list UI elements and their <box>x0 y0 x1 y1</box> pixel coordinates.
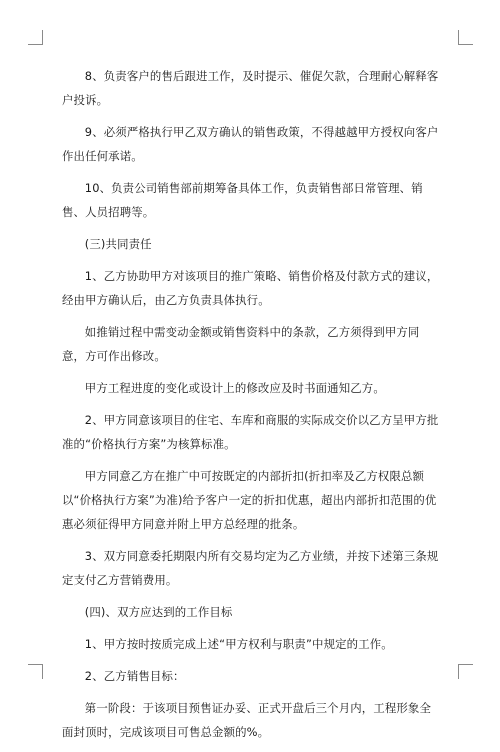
crop-mark-bottom-left <box>28 664 43 679</box>
paragraph: 如推销过程中需变动金额或销售资料中的条款，乙方须得到甲方同意，方可作出修改。 <box>62 325 420 363</box>
paragraph: 2、乙方销售目标： <box>84 669 185 683</box>
paragraph: 9、必须严格执行甲乙双方确认的销售政策，不得越越甲方授权向客户作出任何承诺。 <box>62 125 439 163</box>
crop-mark-top-left <box>28 30 43 45</box>
paragraph: 甲方同意乙方在推广中可按既定的内部折扣(折扣率及乙方权限总额以“价格执行方案”为准)给予客户一定的折扣优惠，超出内部折扣范围的优惠必须征得甲方同意并附上甲方总经理的批条。 <box>62 469 437 531</box>
section-heading: (三)共同责任 <box>84 237 152 251</box>
paragraph: 10、负责公司销售部前期筹备具体工作，负责销售部日常管理、销售、人员招聘等。 <box>62 181 423 219</box>
paragraph: 第一阶段：于该项目预售证办妥、正式开盘后三个月内，工程形象全面封顶时，完成该项目可售总金额的%。 <box>62 701 432 739</box>
crop-mark-bottom-right <box>458 664 473 679</box>
document-body <box>62 64 440 752</box>
crop-mark-top-right <box>458 30 473 45</box>
paragraph: 2、甲方同意该项目的住宅、车库和商服的实际成交价以乙方呈甲方批准的“价格执行方案”为核算标准。 <box>62 413 439 451</box>
paragraph: 3、双方同意委托期限内所有交易均定为乙方业绩，并按下述第三条规定支付乙方营销费用。 <box>62 549 439 587</box>
paragraph: 甲方工程进度的变化或设计上的修改应及时书面通知乙方。 <box>84 381 385 395</box>
paragraph: 1、甲方按时按质完成上述“甲方权利与职责”中规定的工作。 <box>84 637 393 651</box>
section-heading: (四)、双方应达到的工作目标 <box>84 605 233 619</box>
paragraph: 8、负责客户的售后跟进工作，及时提示、催促欠款，合理耐心解释客户投诉。 <box>62 69 439 107</box>
paragraph: 1、乙方协助甲方对该项目的推广策略、销售价格及付款方式的建议，经由甲方确认后，由乙方负责具体执行。 <box>62 269 439 307</box>
